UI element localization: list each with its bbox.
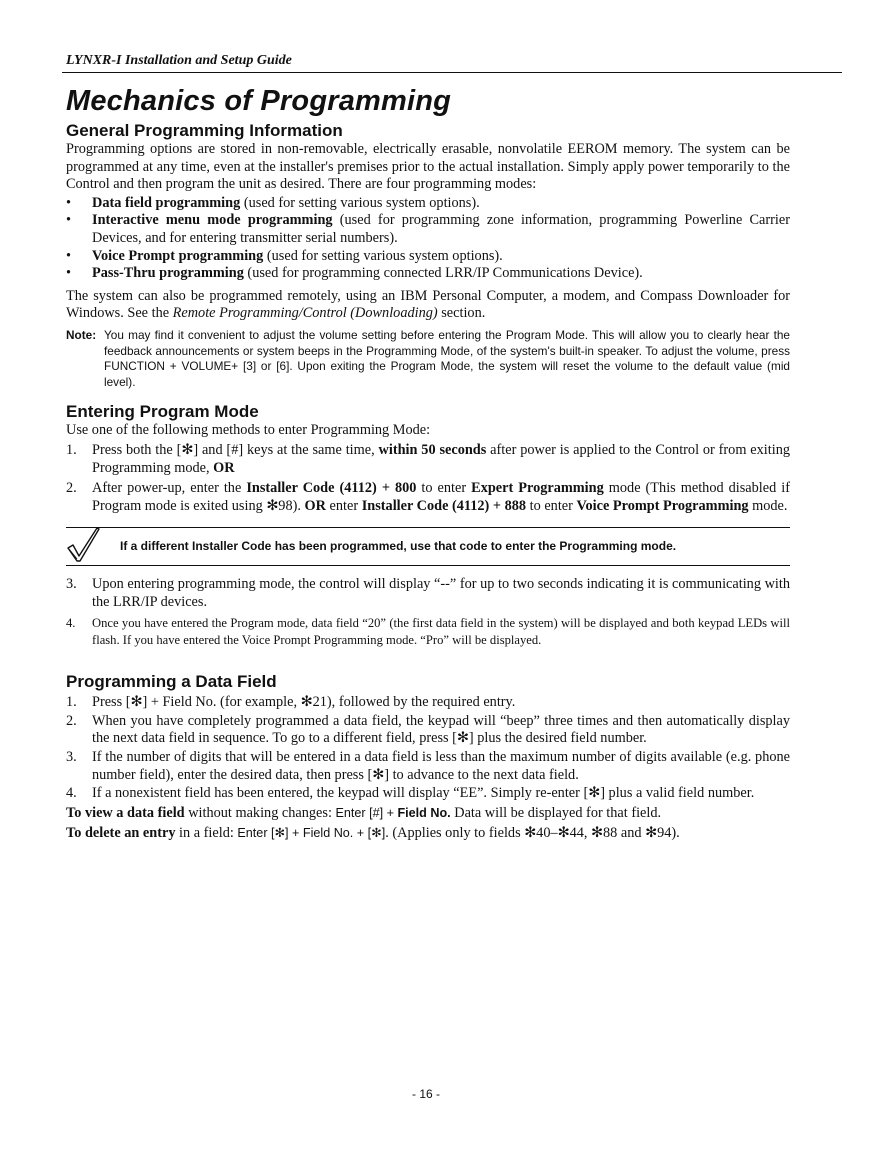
page-title: Mechanics of Programming bbox=[66, 85, 452, 117]
list-item: 3. Upon entering programming mode, the control will display “--” for up to two seconds indicating it is communicating with the LRR/IP devices. bbox=[66, 576, 790, 610]
section-heading-general: General Programming Information bbox=[66, 121, 343, 140]
bullet-icon: • bbox=[66, 247, 72, 264]
general-intro: Programming options are stored in non-removable, electrically erasable, nonvolatile EEROM memory. The system can be programmed at any time, even at the installer's premises prior to the actual installation. Simply apply power temporarily to the Control and then program the unit as desired. There are four programming modes: bbox=[66, 141, 790, 193]
list-item: 2. When you have completely programmed a data field, the keypad will “beep” three times and then automatically display the next data field in sequence. To go to a different field, press [✻] plus the desired field number. bbox=[66, 712, 790, 747]
delete-entry-instruction: To delete an entry in a field: Enter [✻] + Field No. + [✻]. (Applies only to fields ✻40–✻44, ✻88 and ✻94). bbox=[66, 825, 680, 842]
view-data-field-instruction: To view a data field without making changes: Enter [#] + Field No. Data will be displayed for that field. bbox=[66, 804, 662, 821]
callout-text: If a different Installer Code has been programmed, use that code to enter the Programming mode. bbox=[120, 539, 677, 554]
note-label: Note: bbox=[66, 327, 97, 342]
running-header: LYNXR-I Installation and Setup Guide bbox=[66, 53, 292, 68]
list-item: • Interactive menu mode programming (used for programming zone information, programming Powerline Carrier Devices, and for entering transmitter serial numbers). bbox=[66, 212, 790, 246]
bullet-icon: • bbox=[66, 265, 72, 282]
list-item: • Pass-Thru programming (used for programming connected LRR/IP Communications Device). bbox=[66, 265, 643, 282]
list-item: 2. After power-up, enter the Installer Code (4112) + 800 to enter Expert Programming mode (This method disabled if Program mode is exited using ✻98). OR enter Installer Code (4112) + 888 to enter Voice Prompt Programming mode. bbox=[66, 480, 791, 514]
checkmark-icon bbox=[66, 526, 100, 567]
list-item: 3. If the number of digits that will be entered in a data field is less than the maximum number of digits available (e.g. phone number field), enter the desired data, then press [✻] to advance to the next data field. bbox=[66, 749, 790, 783]
bullet-icon: • bbox=[66, 212, 72, 229]
list-item: 1. Press both the [✻] and [#] keys at the same time, within 50 seconds after power is applied to the Control or from exiting Programming mode, OR bbox=[66, 441, 790, 476]
document-page bbox=[66, 52, 790, 843]
section-heading-datafield: Programming a Data Field bbox=[66, 672, 277, 692]
entering-steps-continued bbox=[66, 576, 790, 648]
cross-reference-link: Remote Programming/Control (Downloading) bbox=[172, 305, 438, 322]
page-number: - 16 - bbox=[411, 1087, 440, 1101]
bullet-icon: • bbox=[66, 194, 72, 211]
remote-programming-paragraph: The system can also be programmed remotely, using an IBM Personal Computer, a modem, and Compass Downloader for Windows. See the Remote Programming/Control (Downloading) section. bbox=[66, 287, 790, 322]
list-item: 1. Press [✻] + Field No. (for example, ✻21), followed by the required entry. bbox=[66, 694, 516, 711]
section-heading-entering: Entering Program Mode bbox=[66, 402, 259, 422]
note-text: You may find it convenient to adjust the volume setting before entering the Program Mode. This will allow you to clearly hear the feedback announcements or system beeps in the Programming Mode, of the system's built-in speaker. To adjust the volume, press FUNCTION + VOLUME+ [3] or [6]. Upon exiting the Program Mode, the system will reset the volume to the default value (mid level). bbox=[104, 327, 790, 389]
programming-modes-list bbox=[66, 195, 790, 283]
entering-steps bbox=[66, 442, 790, 515]
volume-note bbox=[66, 328, 790, 390]
list-item: 4. Once you have entered the Program mode, data field “20” (the first data field in the system) will be displayed and both keypad LEDs will flash. If you have entered the Voice Prompt Programming mode. “Pro” will be displayed. bbox=[66, 616, 790, 647]
installer-code-callout bbox=[66, 527, 790, 566]
entering-intro: Use one of the following methods to enter Programming Mode: bbox=[66, 422, 431, 439]
datafield-steps bbox=[66, 694, 790, 803]
list-item: 4. If a nonexistent field has been entered, the keypad will display “EE”. Simply re-enter [✻] plus a valid field number. bbox=[66, 785, 755, 802]
list-item: • Data field programming (used for setting various system options). bbox=[66, 194, 480, 211]
list-item: • Voice Prompt programming (used for setting various system options). bbox=[66, 247, 503, 264]
